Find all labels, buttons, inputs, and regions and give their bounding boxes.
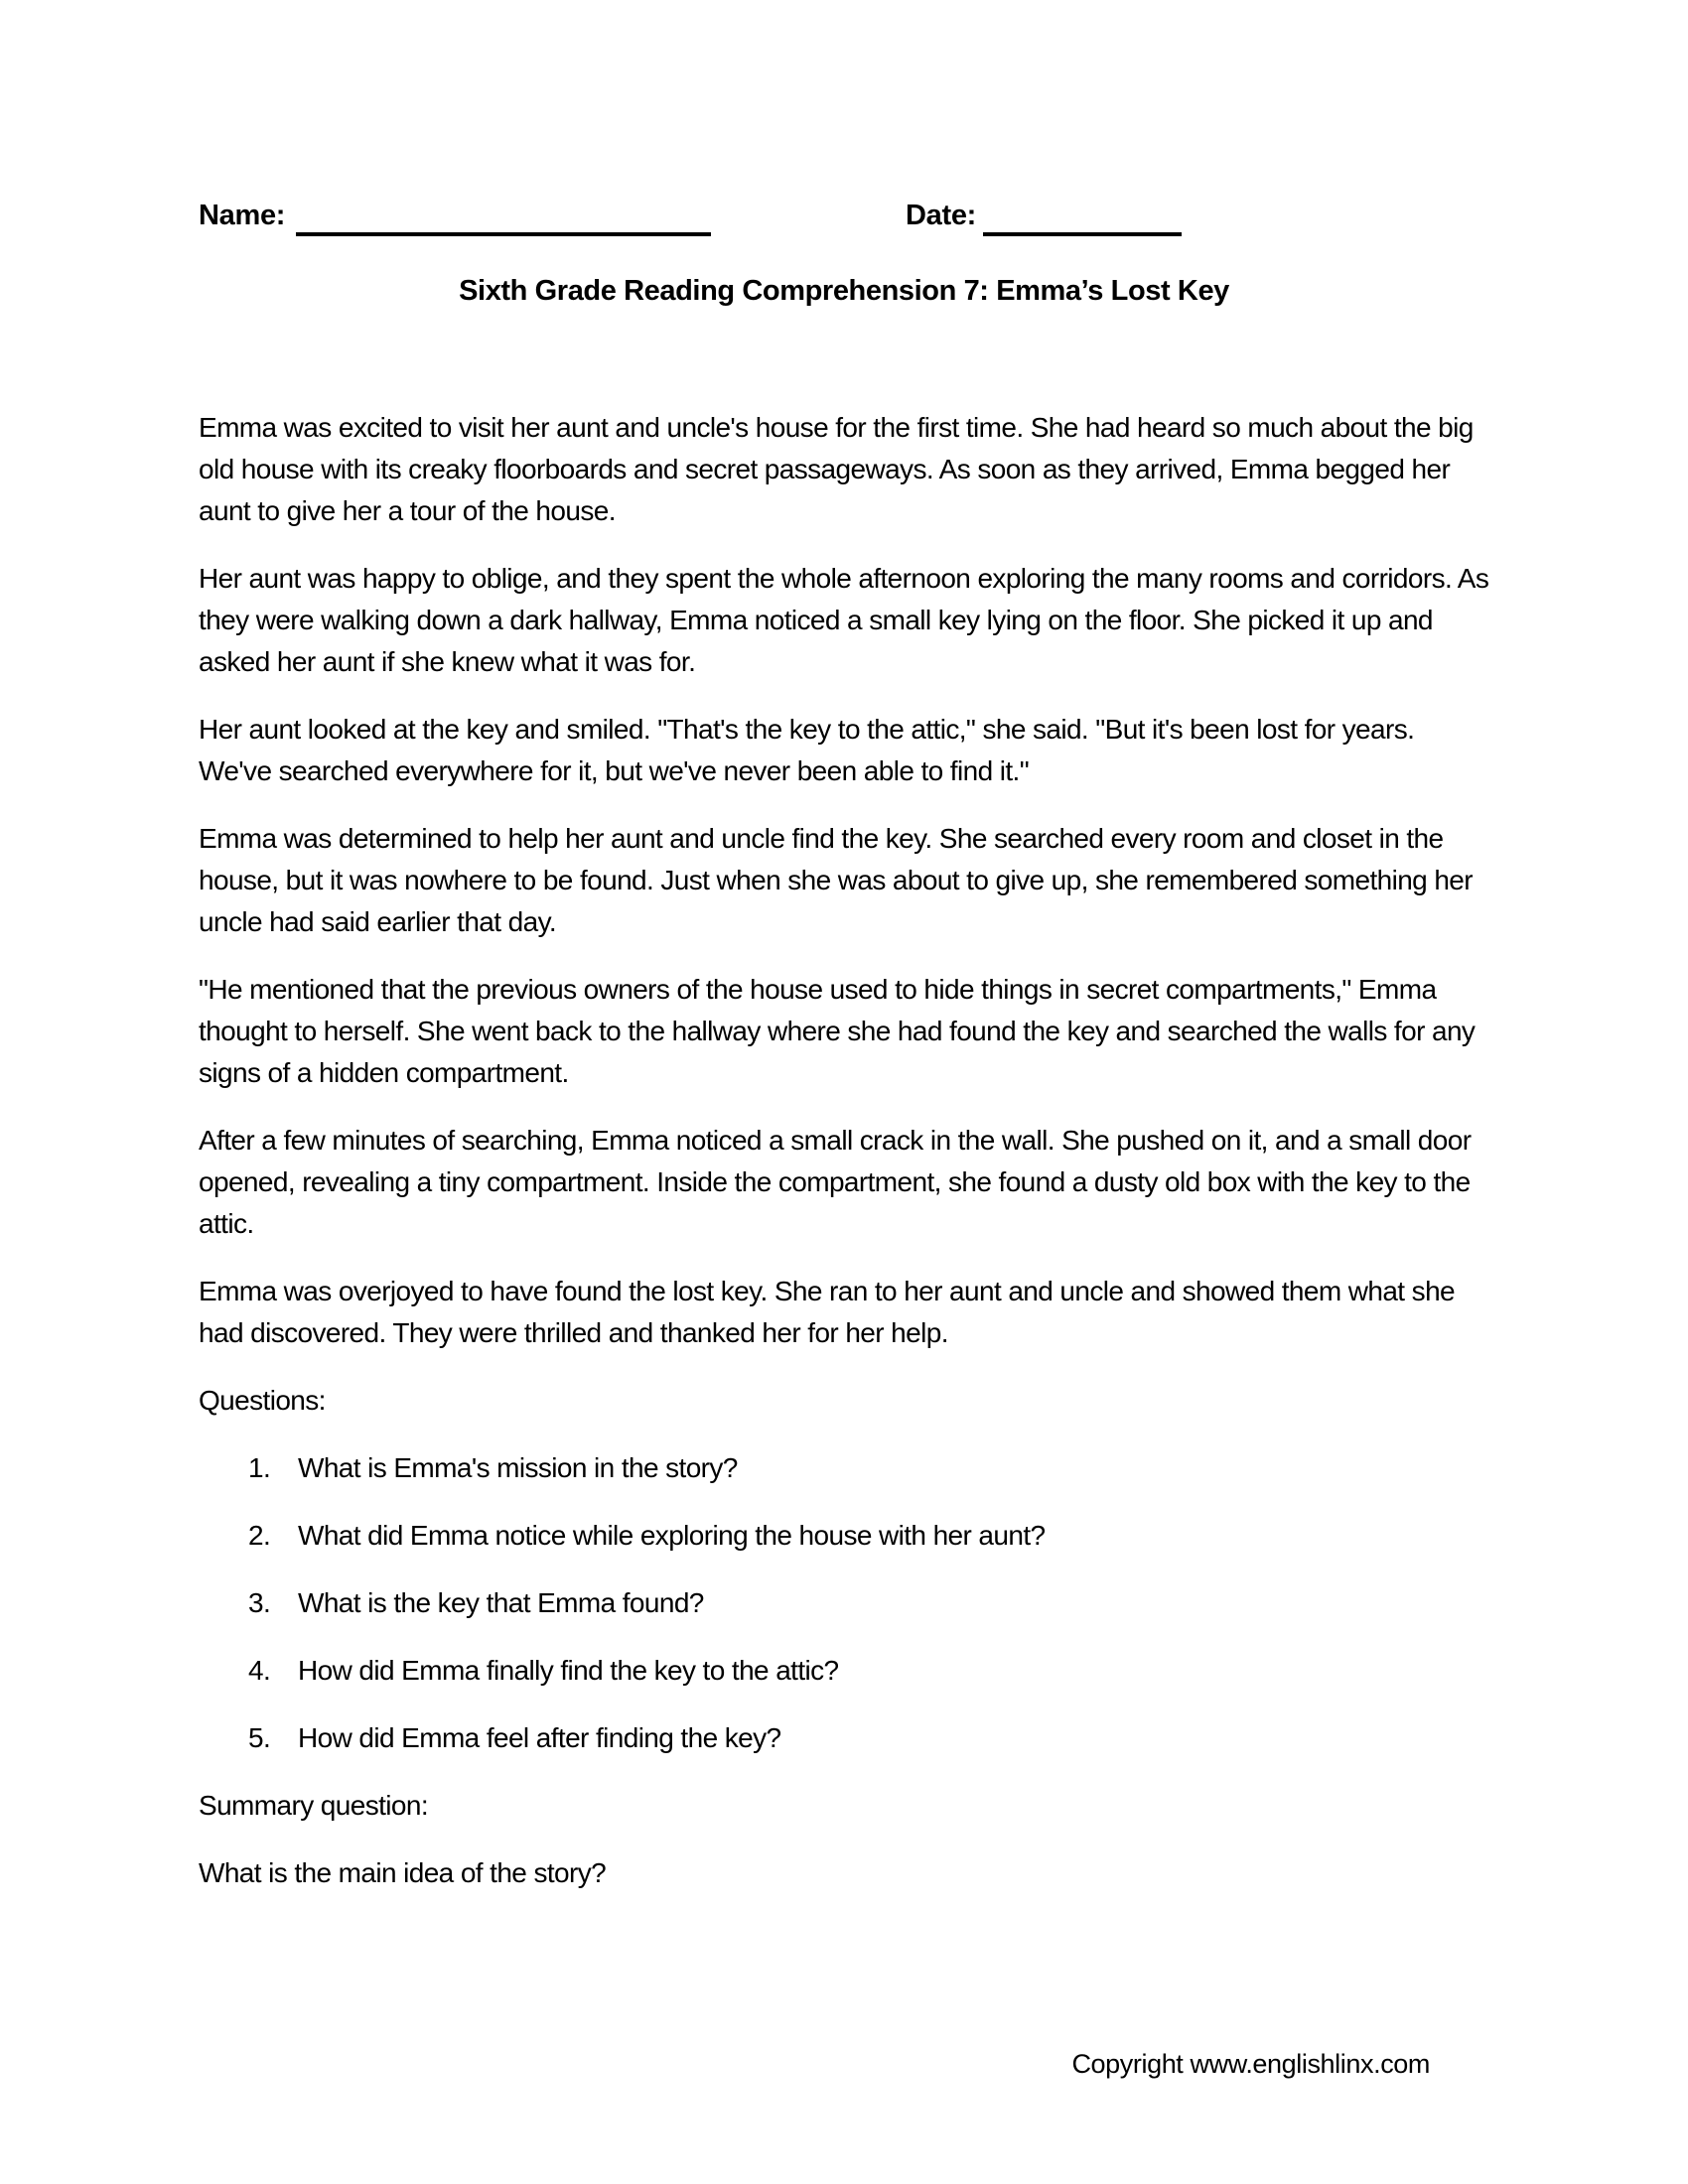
question-item bbox=[199, 1447, 1489, 1489]
question-number: 2. bbox=[248, 1520, 271, 1551]
question-text: How did Emma finally find the key to the attic? bbox=[298, 1655, 839, 1686]
story-paragraph-3: Her aunt looked at the key and smiled. "That's the key to the attic," she said. "But it's been lost for years. We've searched everywhere for it, but we've never been able to find it." bbox=[199, 714, 1415, 786]
question-text: What did Emma notice while exploring the house with her aunt? bbox=[298, 1520, 1046, 1551]
story-paragraph-7: Emma was overjoyed to have found the lost key. She ran to her aunt and uncle and showed them what she had discovered. They were thrilled and thanked her for her help. bbox=[199, 1276, 1456, 1348]
question-text: What is Emma's mission in the story? bbox=[298, 1452, 738, 1483]
question-item bbox=[199, 1515, 1489, 1557]
question-item bbox=[199, 1582, 1489, 1624]
story-paragraph-6: After a few minutes of searching, Emma noticed a small crack in the wall. She pushed on it, and a small door opened, revealing a tiny compartment. Inside the compartment, she found a dusty old box with the key to the attic. bbox=[199, 1125, 1472, 1239]
story-paragraph-4: Emma was determined to help her aunt and uncle find the key. She searched every room and closet in the house, but it was nowhere to be found. Just when she was about to give up, she remembered something her uncle had said earlier that day. bbox=[199, 823, 1474, 937]
question-number: 5. bbox=[248, 1722, 271, 1753]
worksheet-title: Sixth Grade Reading Comprehension 7: Emma’s Lost Key bbox=[459, 275, 1229, 307]
question-number: 1. bbox=[248, 1452, 271, 1483]
question-number: 3. bbox=[248, 1587, 271, 1618]
question-item bbox=[199, 1650, 1489, 1692]
question-text: What is the key that Emma found? bbox=[298, 1587, 704, 1618]
story-paragraph-1: Emma was excited to visit her aunt and uncle's house for the first time. She had heard so much about the big old house with its creaky floorboards and secret passageways. As soon as they arrived, Emma begged her aunt to give her a tour of the house. bbox=[199, 412, 1474, 526]
date-label: Date: bbox=[906, 200, 977, 231]
worksheet-content bbox=[199, 195, 1489, 1920]
name-blank-line bbox=[296, 232, 711, 236]
header-row bbox=[199, 195, 1489, 240]
question-number: 4. bbox=[248, 1655, 271, 1686]
question-text: How did Emma feel after finding the key? bbox=[298, 1722, 781, 1753]
story-paragraph-2: Her aunt was happy to oblige, and they spent the whole afternoon exploring the many rooms and corridors. As they were walking down a dark hallway, Emma noticed a small key lying on the floor. She picked it up and asked her aunt if she knew what it was for. bbox=[199, 563, 1489, 677]
story-text bbox=[199, 407, 1489, 1354]
date-blank-line bbox=[983, 232, 1182, 236]
name-label: Name: bbox=[199, 200, 286, 231]
summary-heading: Summary question: bbox=[199, 1790, 429, 1821]
question-item bbox=[199, 1717, 1489, 1759]
question-list bbox=[199, 1447, 1489, 1759]
story-paragraph-5: "He mentioned that the previous owners of the house used to hide things in secret compartments," Emma thought to herself. She went back to the hallway where she had found the key and searched the walls for any signs of a hidden compartment. bbox=[199, 974, 1476, 1088]
summary-question: What is the main idea of the story? bbox=[199, 1857, 607, 1888]
questions-heading: Questions: bbox=[199, 1385, 326, 1416]
copyright-text: Copyright www.englishlinx.com bbox=[1071, 2049, 1430, 2079]
